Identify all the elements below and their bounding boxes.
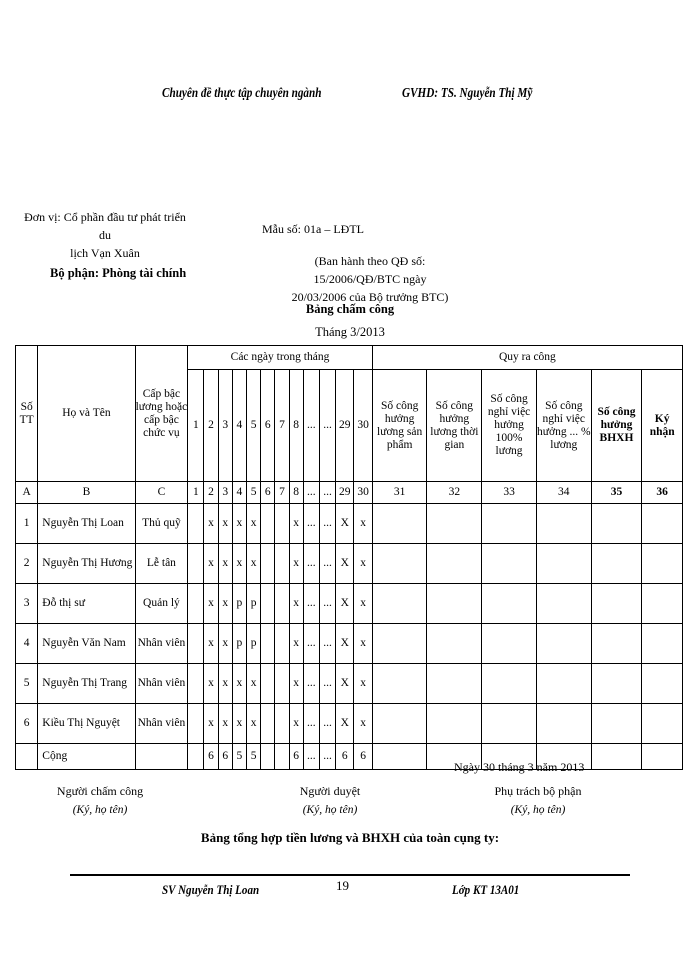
calc-header-6: Ký nhận <box>642 370 683 482</box>
row-calc-cell <box>482 624 537 664</box>
row-day-cell: ... <box>303 544 319 584</box>
row-day-cell <box>188 704 204 744</box>
row-day-cell: p <box>247 584 261 624</box>
code-day: 1 <box>188 482 204 504</box>
total-calc-cell <box>591 744 642 770</box>
table-body <box>16 346 683 770</box>
unit-line-1: Đơn vị: Cổ phần đầu tư phát triển du <box>24 210 186 242</box>
table-row <box>16 664 683 704</box>
row-calc-cell <box>372 504 427 544</box>
row-grade: Quản lý <box>135 584 188 624</box>
row-day-cell: x <box>247 704 261 744</box>
col-header-stt: Số TT <box>16 346 38 482</box>
col-header-calc: Quy ra công <box>372 346 682 370</box>
row-day-cell: ... <box>303 664 319 704</box>
row-day-cell: x <box>247 544 261 584</box>
signature-role: Người chấm công <box>56 784 144 798</box>
row-day-cell: X <box>336 624 354 664</box>
code-day: ... <box>319 482 335 504</box>
row-calc-cell <box>427 504 482 544</box>
signature-recorder <box>40 782 160 819</box>
row-calc-cell <box>427 704 482 744</box>
col-header-grade: Cấp bậc lương hoặc cấp bậc chức vụ <box>135 346 188 482</box>
row-day-cell <box>188 584 204 624</box>
row-grade: Nhân viên <box>135 624 188 664</box>
row-day-cell: x <box>354 584 372 624</box>
row-day-cell <box>188 544 204 584</box>
day-header-5: 5 <box>247 370 261 482</box>
row-day-cell: x <box>289 664 303 704</box>
col-header-days: Các ngày trong tháng <box>188 346 373 370</box>
row-name: Nguyễn Thị Loan <box>38 504 135 544</box>
code-day: 4 <box>232 482 246 504</box>
row-day-cell: x <box>218 544 232 584</box>
signature-role: Phụ trách bộ phận <box>494 784 582 798</box>
total-grade <box>135 744 188 770</box>
document-title: Bảng chấm công <box>305 302 395 316</box>
total-day-cell <box>188 744 204 770</box>
row-grade: Lễ tân <box>135 544 188 584</box>
row-calc-cell <box>591 504 642 544</box>
row-calc-cell <box>372 544 427 584</box>
row-day-cell <box>188 664 204 704</box>
row-name: Nguyễn Văn Nam <box>38 624 135 664</box>
table-row <box>16 624 683 664</box>
code-row <box>16 482 683 504</box>
row-day-cell: x <box>204 704 218 744</box>
row-calc-cell <box>536 704 591 744</box>
code-day: 7 <box>275 482 289 504</box>
header-row-1 <box>16 346 683 370</box>
row-stt: 3 <box>16 584 38 624</box>
row-calc-cell <box>591 704 642 744</box>
total-day-cell: 5 <box>247 744 261 770</box>
row-day-cell: x <box>247 664 261 704</box>
row-day-cell: X <box>336 704 354 744</box>
row-stt: 2 <box>16 544 38 584</box>
row-day-cell: ... <box>319 504 335 544</box>
row-day-cell: x <box>289 504 303 544</box>
calc-header-4: Số công nghỉ việc hưởng ... % lương <box>536 370 591 482</box>
footer-student: SV Nguyễn Thị Loan <box>162 882 260 897</box>
row-calc-cell <box>427 624 482 664</box>
total-day-cell: ... <box>303 744 319 770</box>
attendance-table <box>15 345 683 770</box>
day-header-12: 30 <box>354 370 372 482</box>
table-row <box>16 584 683 624</box>
total-calc-cell <box>642 744 683 770</box>
total-day-cell: 5 <box>232 744 246 770</box>
code-calc: 33 <box>482 482 537 504</box>
row-day-cell <box>188 504 204 544</box>
row-day-cell: X <box>336 664 354 704</box>
row-day-cell: ... <box>303 504 319 544</box>
row-calc-cell <box>427 664 482 704</box>
row-calc-cell <box>536 584 591 624</box>
row-grade: Nhân viên <box>135 704 188 744</box>
unit-line-2: lịch Vạn Xuân <box>70 246 140 260</box>
total-day-cell: 6 <box>336 744 354 770</box>
table-row <box>16 504 683 544</box>
row-calc-cell <box>372 624 427 664</box>
row-calc-cell <box>482 544 537 584</box>
row-day-cell <box>275 664 289 704</box>
row-name: Đỗ thị sư <box>38 584 135 624</box>
row-day-cell: x <box>204 544 218 584</box>
row-day-cell: X <box>336 544 354 584</box>
signature-note: (Ký, họ tên) <box>72 804 128 816</box>
day-header-1: 1 <box>188 370 204 482</box>
row-day-cell: x <box>218 624 232 664</box>
row-calc-cell <box>482 584 537 624</box>
code-calc: 34 <box>536 482 591 504</box>
row-day-cell: x <box>232 504 246 544</box>
day-header-3: 3 <box>218 370 232 482</box>
total-day-cell: ... <box>319 744 335 770</box>
row-day-cell <box>275 704 289 744</box>
total-label: Cộng <box>38 744 135 770</box>
row-day-cell: x <box>232 544 246 584</box>
code-calc: 36 <box>642 482 683 504</box>
row-day-cell: x <box>354 544 372 584</box>
row-day-cell: ... <box>303 584 319 624</box>
row-calc-cell <box>482 704 537 744</box>
law-line-2: 20/03/2006 của Bộ trưởng BTC) <box>291 290 449 304</box>
total-day-cell <box>261 744 275 770</box>
row-day-cell: X <box>336 584 354 624</box>
total-day-cell <box>275 744 289 770</box>
row-grade: Thủ quỹ <box>135 504 188 544</box>
document-month: Tháng 3/2013 <box>315 325 385 339</box>
day-header-10: ... <box>319 370 335 482</box>
row-day-cell: x <box>289 584 303 624</box>
total-day-cell: 6 <box>218 744 232 770</box>
row-stt: 6 <box>16 704 38 744</box>
code-day: 8 <box>289 482 303 504</box>
row-day-cell: ... <box>319 544 335 584</box>
code-day: ... <box>303 482 319 504</box>
day-header-11: 29 <box>336 370 354 482</box>
row-calc-cell <box>642 584 683 624</box>
row-day-cell <box>275 544 289 584</box>
row-calc-cell <box>372 664 427 704</box>
code-calc: 31 <box>372 482 427 504</box>
code-day: 2 <box>204 482 218 504</box>
row-day-cell: p <box>232 624 246 664</box>
row-stt: 4 <box>16 624 38 664</box>
row-day-cell <box>261 664 275 704</box>
row-calc-cell <box>642 504 683 544</box>
signature-dept-head <box>478 782 598 819</box>
row-day-cell <box>275 624 289 664</box>
page-number: 19 <box>336 878 349 893</box>
row-day-cell: x <box>232 704 246 744</box>
row-name: Kiều Thị Nguyệt <box>38 704 135 744</box>
day-header-2: 2 <box>204 370 218 482</box>
row-calc-cell <box>642 544 683 584</box>
row-calc-cell <box>642 664 683 704</box>
row-day-cell: x <box>247 504 261 544</box>
row-name: Nguyễn Thị Trang <box>38 664 135 704</box>
row-day-cell: x <box>218 664 232 704</box>
code-a: A <box>16 482 38 504</box>
row-calc-cell <box>536 544 591 584</box>
signature-note: (Ký, họ tên) <box>510 804 566 816</box>
signature-approver <box>270 782 390 819</box>
total-day-cell: 6 <box>204 744 218 770</box>
row-calc-cell <box>591 584 642 624</box>
total-stt <box>16 744 38 770</box>
calc-header-1: Số công hưởng lương sản phẩm <box>372 370 427 482</box>
total-day-cell: 6 <box>289 744 303 770</box>
row-day-cell <box>261 584 275 624</box>
row-day-cell <box>275 504 289 544</box>
row-calc-cell <box>536 624 591 664</box>
row-day-cell: ... <box>319 584 335 624</box>
date-line: Ngày 30 tháng 3 năm 2013 <box>454 760 585 774</box>
row-day-cell: ... <box>319 704 335 744</box>
day-header-7: 7 <box>275 370 289 482</box>
row-grade: Nhân viên <box>135 664 188 704</box>
row-day-cell: x <box>354 624 372 664</box>
row-day-cell: x <box>204 504 218 544</box>
row-day-cell: x <box>204 664 218 704</box>
footer-rule <box>70 874 630 876</box>
row-day-cell <box>275 584 289 624</box>
row-calc-cell <box>642 624 683 664</box>
code-c: C <box>135 482 188 504</box>
day-header-6: 6 <box>261 370 275 482</box>
row-day-cell <box>261 704 275 744</box>
row-day-cell: ... <box>303 624 319 664</box>
row-day-cell <box>261 624 275 664</box>
code-day: 5 <box>247 482 261 504</box>
row-day-cell: ... <box>319 624 335 664</box>
row-day-cell: x <box>354 504 372 544</box>
row-day-cell: X <box>336 504 354 544</box>
row-day-cell: ... <box>319 664 335 704</box>
law-line-1: (Ban hành theo QĐ số: 15/2006/QĐ/BTC ngày <box>313 254 427 286</box>
row-day-cell: x <box>232 664 246 704</box>
header-left: Chuyên đề thực tập chuyên ngành <box>162 86 322 101</box>
row-day-cell <box>261 544 275 584</box>
row-day-cell: x <box>218 504 232 544</box>
row-day-cell: x <box>289 544 303 584</box>
day-header-9: ... <box>303 370 319 482</box>
row-day-cell: p <box>247 624 261 664</box>
department: Bộ phận: Phòng tài chính <box>50 266 187 280</box>
row-day-cell <box>261 504 275 544</box>
row-day-cell: x <box>289 624 303 664</box>
row-day-cell: x <box>204 624 218 664</box>
code-day: 30 <box>354 482 372 504</box>
row-calc-cell <box>591 544 642 584</box>
row-calc-cell <box>591 664 642 704</box>
row-calc-cell <box>427 544 482 584</box>
row-calc-cell <box>372 584 427 624</box>
row-calc-cell <box>536 504 591 544</box>
code-day: 29 <box>336 482 354 504</box>
row-day-cell: x <box>354 704 372 744</box>
day-header-8: 8 <box>289 370 303 482</box>
row-day-cell: x <box>218 704 232 744</box>
code-b: B <box>38 482 135 504</box>
code-day: 6 <box>261 482 275 504</box>
row-day-cell: x <box>289 704 303 744</box>
total-calc-cell <box>372 744 427 770</box>
calc-header-2: Số công hưởng lương thời gian <box>427 370 482 482</box>
law-reference <box>270 252 470 306</box>
form-code: Mẫu số: 01a – LĐTL <box>262 222 364 236</box>
day-header-4: 4 <box>232 370 246 482</box>
signature-note: (Ký, họ tên) <box>302 804 358 816</box>
code-day: 3 <box>218 482 232 504</box>
signature-role: Người duyệt <box>299 784 361 798</box>
row-day-cell <box>188 624 204 664</box>
row-calc-cell <box>591 624 642 664</box>
row-day-cell: ... <box>303 704 319 744</box>
row-calc-cell <box>642 704 683 744</box>
total-day-cell: 6 <box>354 744 372 770</box>
row-name: Nguyễn Thị Hương <box>38 544 135 584</box>
row-calc-cell <box>427 584 482 624</box>
row-calc-cell <box>536 664 591 704</box>
footer-class: Lớp KT 13A01 <box>452 882 520 897</box>
unit-block <box>20 208 190 262</box>
table-row <box>16 704 683 744</box>
table-row <box>16 544 683 584</box>
row-calc-cell <box>482 504 537 544</box>
row-day-cell: x <box>354 664 372 704</box>
row-day-cell: p <box>232 584 246 624</box>
row-calc-cell <box>482 664 537 704</box>
code-calc: 35 <box>591 482 642 504</box>
row-stt: 1 <box>16 504 38 544</box>
header-right: GVHD: TS. Nguyễn Thị Mỹ <box>402 86 533 101</box>
row-day-cell: x <box>218 584 232 624</box>
calc-header-3: Số công nghỉ việc hưởng 100% lương <box>482 370 537 482</box>
col-header-name: Họ và Tên <box>38 346 135 482</box>
row-day-cell: x <box>204 584 218 624</box>
calc-header-5: Số công hưởng BHXH <box>591 370 642 482</box>
row-stt: 5 <box>16 664 38 704</box>
code-calc: 32 <box>427 482 482 504</box>
summary-title: Bảng tổng hợp tiền lương và BHXH của toàn cụng ty: <box>200 830 500 845</box>
row-calc-cell <box>372 704 427 744</box>
